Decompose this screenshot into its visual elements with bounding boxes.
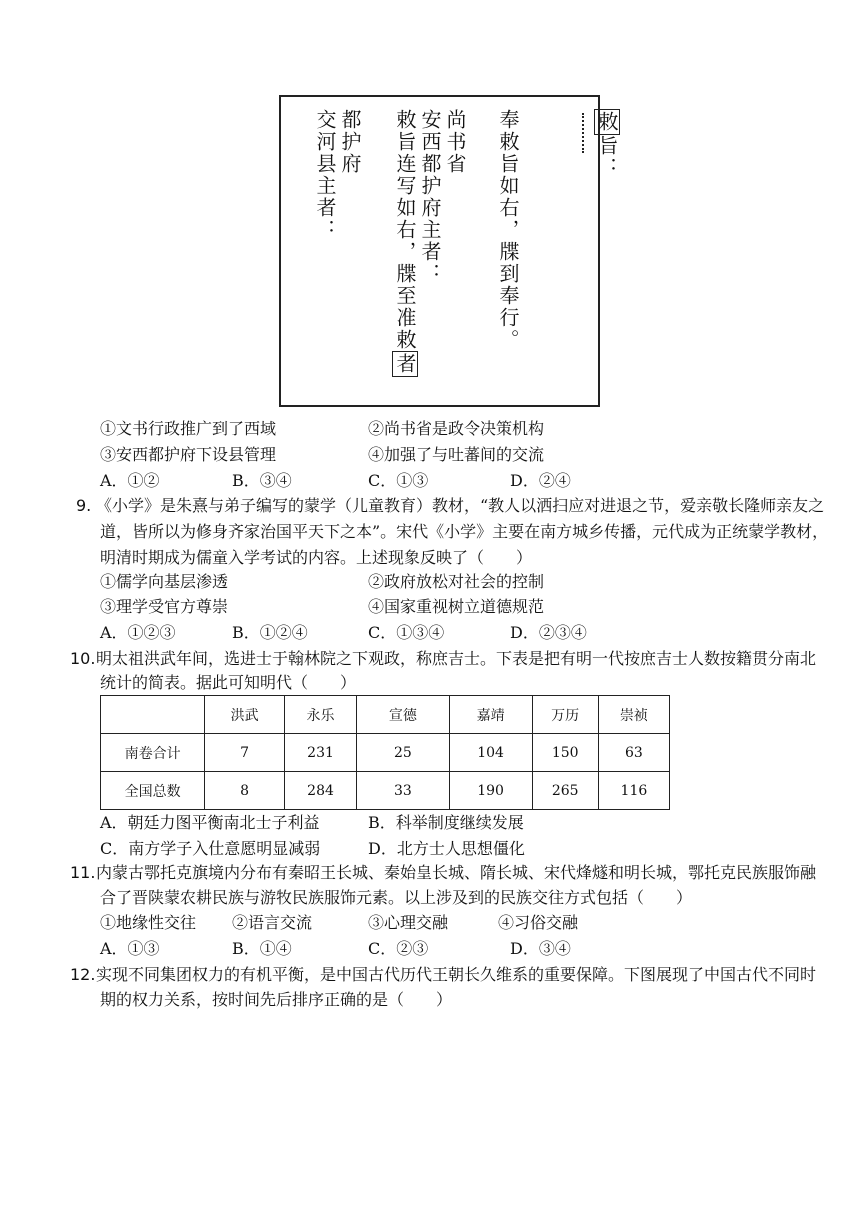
q8-option-b[interactable]: B．③④: [232, 471, 292, 490]
row-label: 南卷合计: [101, 734, 205, 772]
q12-stem-line2: 期的权力关系，按时间先后排序正确的是（ ）: [100, 990, 453, 1009]
doc-column-5: 敕旨连写如右，牒至准敕者: [393, 109, 417, 375]
q11-option-a[interactable]: A．①③: [100, 939, 160, 958]
header-cell: 崇祯: [598, 696, 669, 734]
q8-statement-4: ④加强了与吐蕃间的交流: [368, 445, 545, 464]
table-cell: 284: [284, 772, 356, 810]
table-cell: 7: [205, 734, 285, 772]
header-cell: 嘉靖: [449, 696, 532, 734]
q11-number: 11.: [70, 863, 96, 882]
table-cell: 231: [284, 734, 356, 772]
q8-option-a[interactable]: A．①②: [100, 471, 160, 490]
q9-statement-1: ①儒学向基层渗透: [100, 572, 229, 591]
q11-option-d[interactable]: D．③④: [510, 939, 571, 958]
q9-statement-2: ②政府放松对社会的控制: [368, 572, 545, 591]
q9-statement-4: ④国家重视树立道德规范: [368, 597, 545, 616]
doc-column-3: 尚书省: [443, 109, 467, 175]
doc-column-2: 奉敕旨如右，牒到奉行。: [496, 109, 520, 351]
boxed-char-2: 者: [393, 353, 417, 375]
q10-number: 10.: [70, 649, 96, 668]
row-label: 全国总数: [101, 772, 205, 810]
q9-stem-line1: 《小学》是朱熹与弟子编写的蒙学（儿童教育）教材，“教人以洒扫应对进退之节，爱亲敬长隆师亲友之: [96, 496, 825, 515]
boxed-char: 敕: [595, 111, 619, 133]
table-cell: 265: [532, 772, 598, 810]
q9-option-b[interactable]: B．①②④: [232, 623, 308, 642]
q11-option-c[interactable]: C．②③: [368, 939, 429, 958]
q10-option-a[interactable]: A．朝廷力图平衡南北士子利益: [100, 813, 320, 832]
table-cell: 116: [598, 772, 669, 810]
table-header-row: [101, 696, 670, 734]
document-illustration: [279, 95, 619, 407]
q8-statement-1: ①文书行政推广到了西域: [100, 419, 277, 438]
q12-number: 12.: [70, 965, 96, 984]
doc-column-7: 交河县主者：: [313, 109, 337, 241]
q9-option-c[interactable]: C．①③④: [368, 623, 445, 642]
table-cell: 8: [205, 772, 285, 810]
q9-number: 9.: [76, 496, 92, 515]
table-cell: 150: [532, 734, 598, 772]
header-cell: 洪武: [205, 696, 285, 734]
header-cell: 宣德: [357, 696, 450, 734]
q9-option-d[interactable]: D．②③④: [510, 623, 587, 642]
doc-column-1: 敕旨：: [571, 109, 619, 179]
q11-statement-3: ③心理交融: [368, 913, 449, 932]
q8-option-d[interactable]: D．②④: [510, 471, 571, 490]
table-cell: 104: [449, 734, 532, 772]
data-table: [100, 695, 670, 810]
header-cell: 永乐: [284, 696, 356, 734]
q11-option-b[interactable]: B．①④: [232, 939, 292, 958]
q8-statement-3: ③安西都护府下设县管理: [100, 445, 277, 464]
q10-stem-line2: 统计的简表。据此可知明代（ ）: [100, 673, 357, 692]
q11-statement-1: ①地缘性交往: [100, 913, 197, 932]
q11-stem-line1: 内蒙古鄂托克旗境内分布有秦昭王长城、秦始皇长城、隋长城、宋代烽燧和明长城，鄂托克民族服饰融: [96, 863, 817, 882]
table-cell: 63: [598, 734, 669, 772]
doc-column-4: 安西都护府主者：: [418, 109, 442, 285]
table-cell: 190: [449, 772, 532, 810]
q9-statement-3: ③理学受官方尊崇: [100, 597, 229, 616]
q12-stem-line1: 实现不同集团权力的有机平衡，是中国古代历代王朝长久维系的重要保障。下图展现了中国古代不同时: [96, 965, 817, 984]
q8-statement-2: ②尚书省是政令决策机构: [368, 419, 545, 438]
header-cell: 万历: [532, 696, 598, 734]
doc-column-6: 都护府: [338, 109, 362, 175]
q10-option-d[interactable]: D．北方士人思想僵化: [368, 839, 525, 858]
table-row: [101, 734, 670, 772]
q9-option-a[interactable]: A．①②③: [100, 623, 176, 642]
q10-option-c[interactable]: C．南方学子入仕意愿明显减弱: [100, 839, 321, 858]
q9-stem-line3: 明清时期成为儒童入学考试的内容。上述现象反映了（ ）: [100, 548, 533, 567]
table-row: [101, 772, 670, 810]
q10-stem-line1: 明太祖洪武年间，选进士于翰林院之下观政，称庶吉士。下表是把有明一代按庶吉士人数按籍贯分南北: [96, 649, 817, 668]
q8-option-c[interactable]: C．①③: [368, 471, 429, 490]
table-cell: 33: [357, 772, 450, 810]
q11-statement-2: ②语言交流: [232, 913, 313, 932]
q11-statement-4: ④习俗交融: [498, 913, 579, 932]
q11-stem-line2: 合了晋陕蒙农耕民族与游牧民族服饰元素。以上涉及到的民族交往方式包括（ ）: [100, 888, 693, 907]
q10-option-b[interactable]: B．科举制度继续发展: [368, 813, 524, 832]
q9-stem-line2: 道，皆所以为修身齐家治国平天下之本”。宋代《小学》主要在南方城乡传播，元代成为正统蒙学教材，: [100, 522, 829, 541]
table-cell: 25: [357, 734, 450, 772]
